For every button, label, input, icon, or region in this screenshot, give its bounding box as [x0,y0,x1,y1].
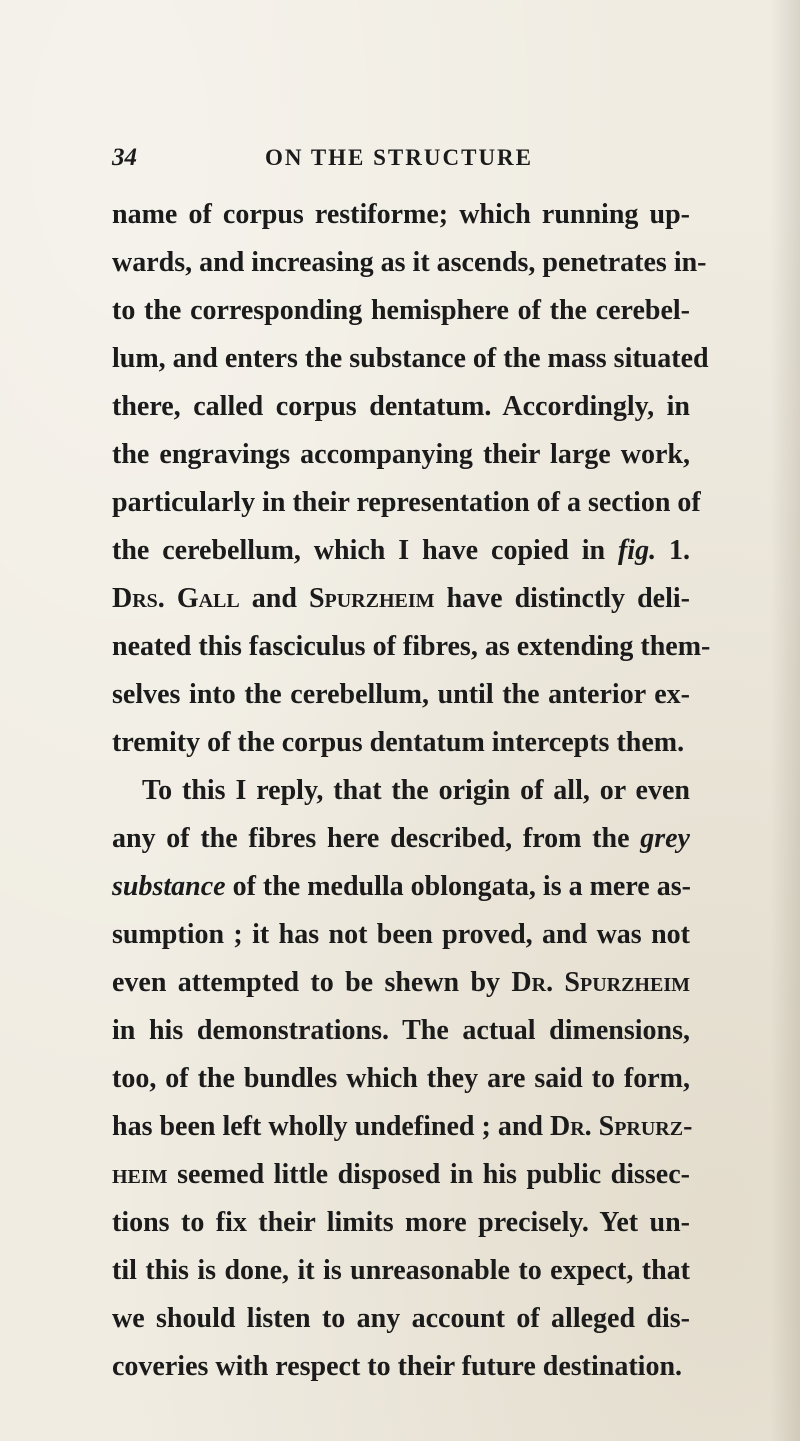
author-name-cont: heim [112,1159,168,1190]
text-line: Drs. Gall and Spurzheim have distinctly deli- [112,583,690,614]
author-name: Spurzheim [308,583,435,614]
author-name: Dr. Spurzheim [511,967,690,998]
text-line: the engravings accompanying their large work, [112,439,690,470]
italic-substance: substance [112,871,226,902]
running-head: ON THE STRUCTURE [264,145,534,170]
text-line: particularly in their representation of a section of [112,487,701,518]
text-line: wards, and increasing as it ascends, penetrates in- [112,247,707,278]
text-line: til this is done, it is unreasonable to expect, that [112,1255,690,1286]
text-line: the cerebellum, which I have copied in fig. 1. [112,535,690,566]
text-line: neated this fasciculus of fibres, as extending them- [112,631,711,662]
text-line: tremity of the corpus dentatum intercepts them. [112,727,685,758]
text-line: coveries with respect to their future destination. [112,1351,683,1382]
text-line: heim seemed little disposed in his public dissec- [112,1159,690,1190]
author-name: Dr. Sprurz- [549,1111,693,1142]
text-line: there, called corpus dentatum. Accordingly, in [112,391,690,422]
author-names: Drs. Gall [112,583,240,614]
italic-fig: fig. [617,535,657,566]
text-line: lum, and enters the substance of the mass situated [112,343,709,374]
text-line: too, of the bundles which they are said to form, [112,1063,690,1094]
text-line: sumption ; it has not been proved, and was not [112,919,690,950]
page-number: 34 [112,144,137,171]
text-line: name of corpus restiforme; which running up- [112,199,690,230]
text-line: to the corresponding hemisphere of the cerebel- [112,295,690,326]
text-line: selves into the cerebellum, until the anterior ex- [112,679,690,710]
text-line: in his demonstrations. The actual dimensions, [112,1015,690,1046]
italic-grey: grey [640,823,690,854]
text-line: has been left wholly undefined ; and Dr. Sprurz- [112,1111,693,1142]
page-header [112,138,686,178]
text-line: substance of the medulla oblongata, is a mere as- [112,871,691,902]
text-line: any of the fibres here described, from the grey [112,823,690,854]
page-edge-shadow [770,0,800,1441]
body-text [112,191,711,1391]
text-line: we should listen to any account of alleged dis- [112,1303,690,1334]
text-line: tions to fix their limits more precisely. Yet un- [112,1207,690,1238]
text-line: To this I reply, that the origin of all, or even [142,775,690,806]
text-line: even attempted to be shewn by Dr. Spurzheim [112,967,690,998]
